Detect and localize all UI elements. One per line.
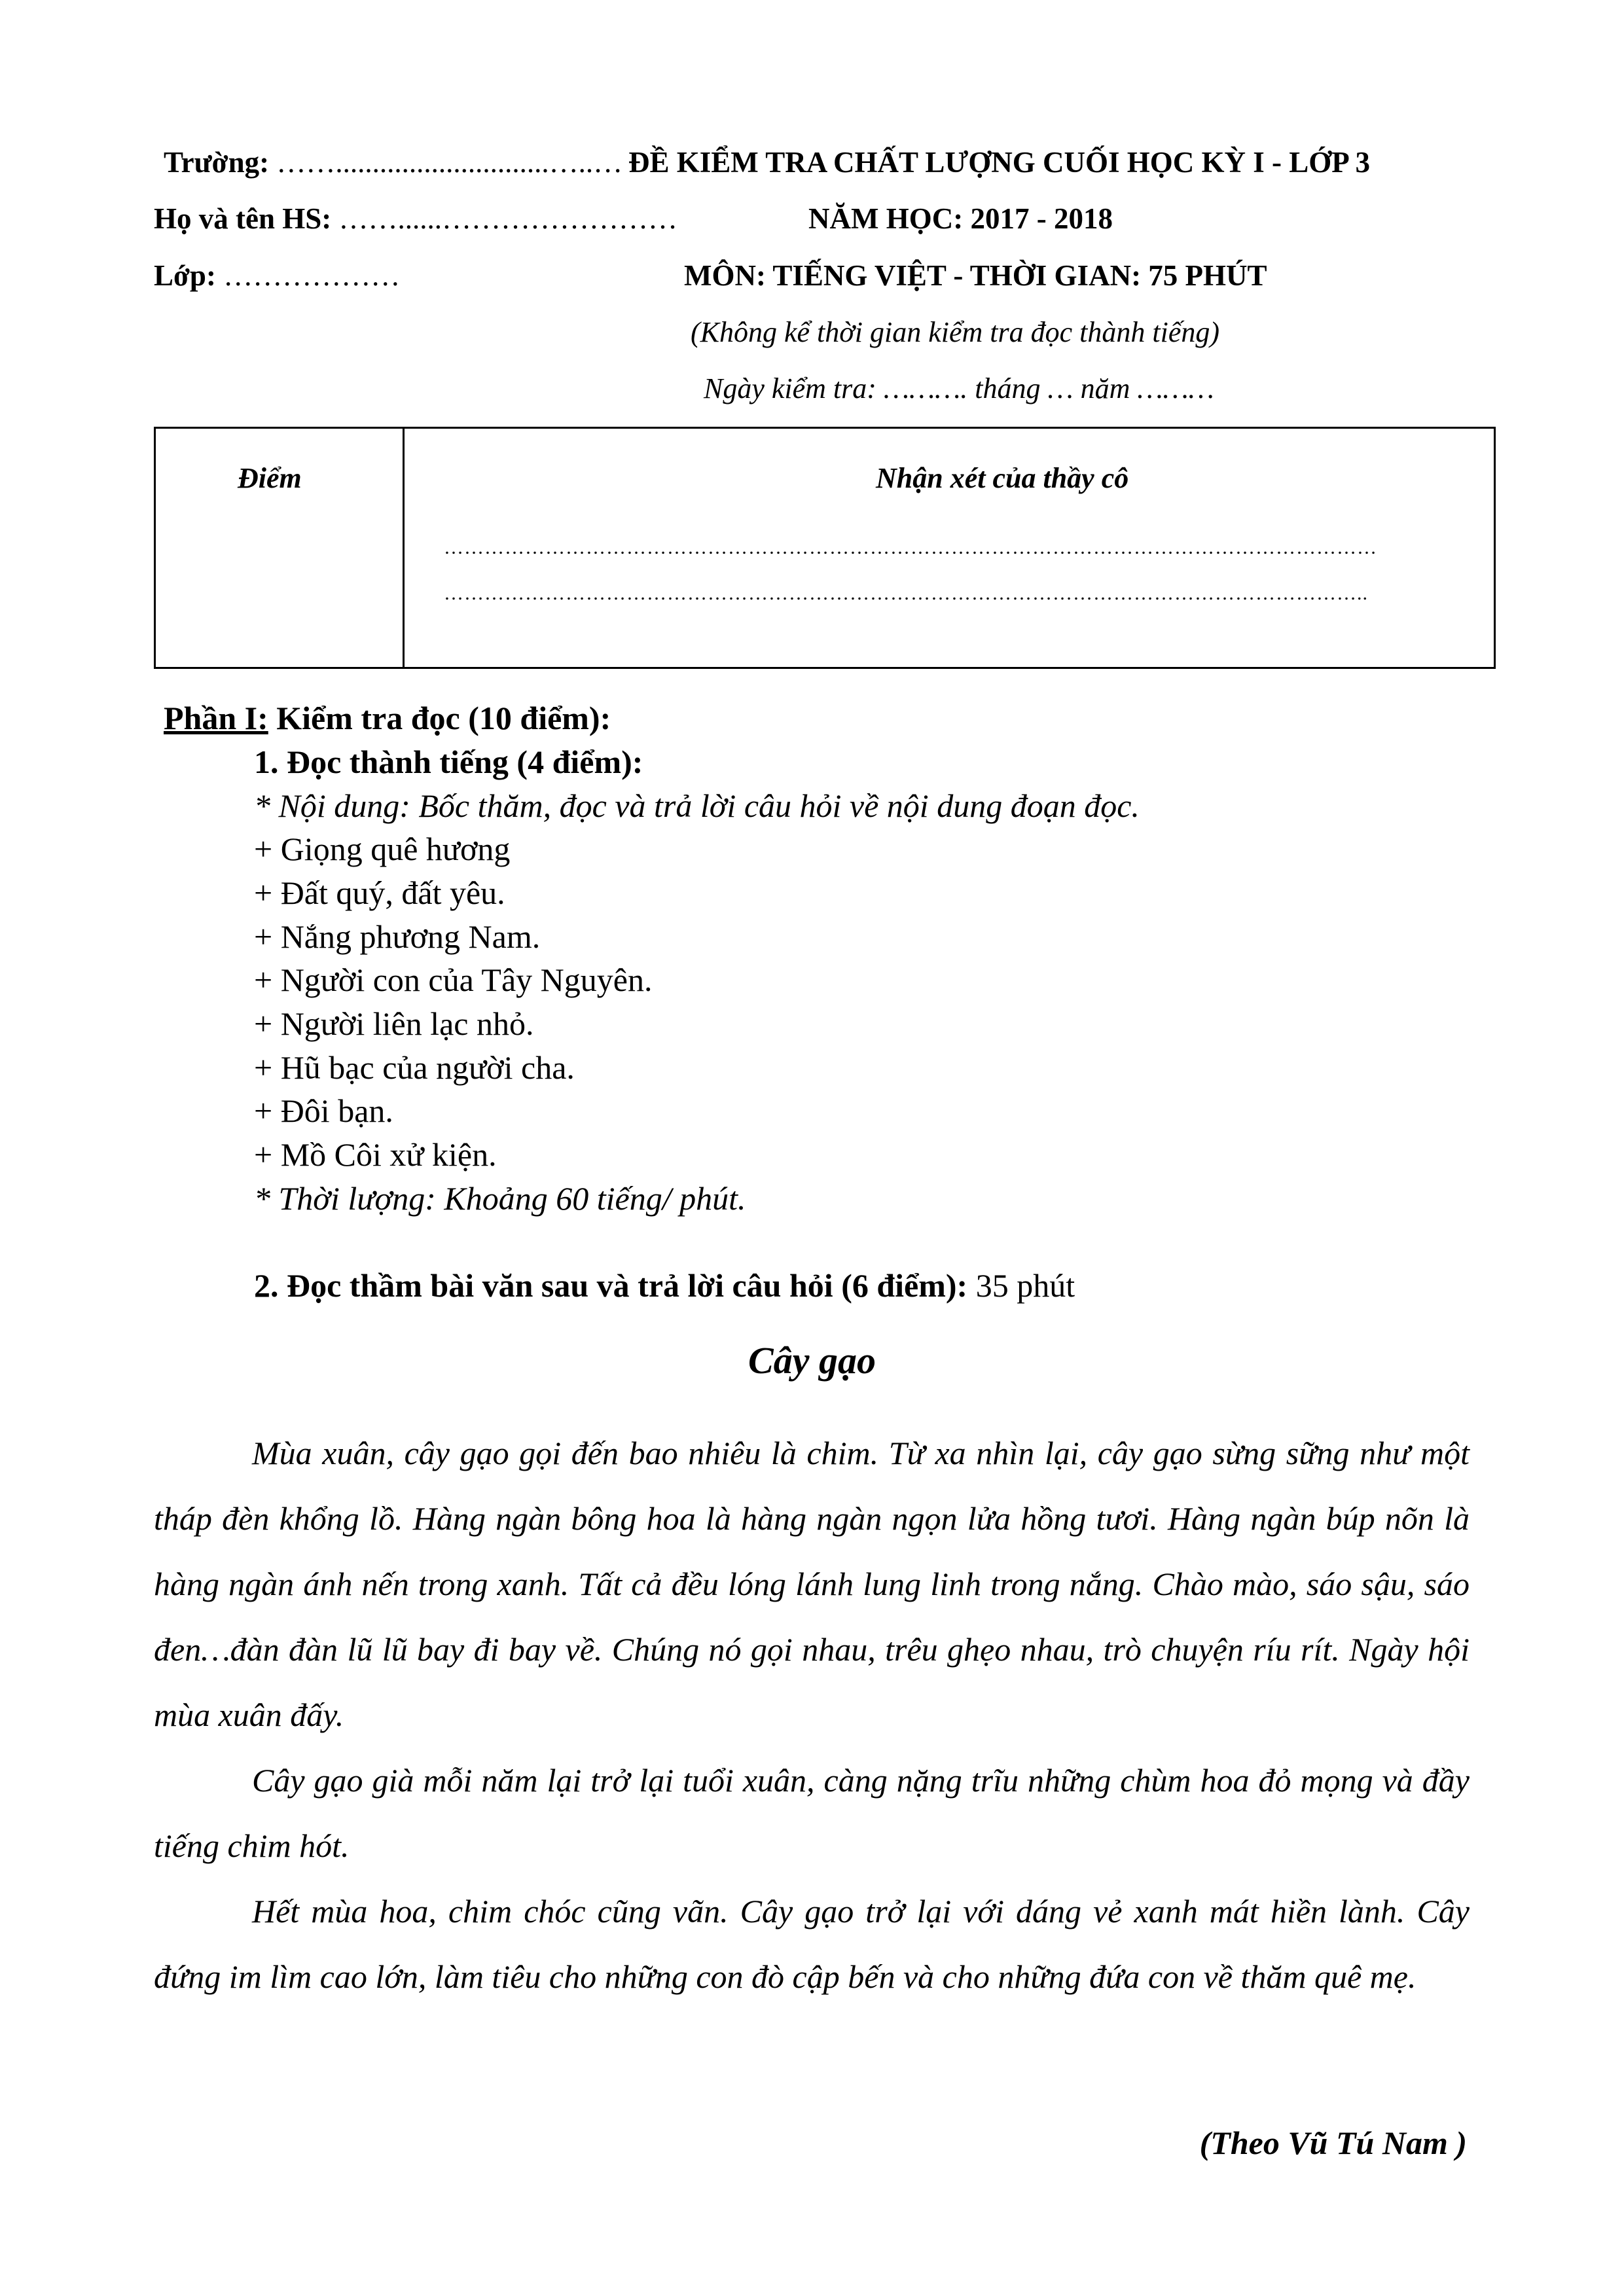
comment-line-1[interactable]: ………………………………………………………………………………………………………………………… <box>444 537 1377 558</box>
score-comment-table <box>154 427 1496 669</box>
class-line <box>154 259 400 293</box>
story-title: Cây gạo <box>748 1339 876 1382</box>
student-name-line <box>154 202 677 236</box>
silent-reading-title: 2. Đọc thầm bài văn sau và trả lời câu hỏi (6 điểm): <box>254 1267 968 1304</box>
part1-heading <box>164 699 611 737</box>
story-paragraph: Mùa xuân, cây gạo gọi đến bao nhiêu là chim. Từ xa nhìn lại, cây gạo sừng sững như một tháp đèn khổng lồ. Hàng ngàn bông hoa là hàng ngàn ngọn lửa hồng tươi. Hàng ngàn búp nõn là hàng ngàn ánh nến trong xanh. Tất cả đều lóng lánh lung linh trong nắng. Chào mào, sáo sậu, sáo đen…đàn đàn lũ lũ bay đi bay về. Chúng nó gọi nhau, trêu ghẹo nhau, trò chuyện ríu rít. Ngày hội mùa xuân đấy. <box>154 1435 1470 1733</box>
part1-title: Kiểm tra đọc (10 điểm): <box>268 700 611 736</box>
silent-reading-time: 35 phút <box>967 1267 1075 1304</box>
story-paragraph: Cây gạo già mỗi năm lại trở lại tuổi xuân, càng nặng trĩu những chùm hoa đỏ mọng và đầy tiếng chim hót. <box>154 1762 1470 1864</box>
silent-reading-heading <box>254 1266 1075 1304</box>
reading-item: + Người con của Tây Nguyên. <box>254 961 653 998</box>
reading-item: + Người liên lạc nhỏ. <box>254 1005 534 1042</box>
school-label: Trường: <box>164 146 270 179</box>
comment-line-2[interactable]: ……………………………………………………………………………………………………………………….. <box>444 583 1368 604</box>
school-line <box>164 145 623 179</box>
duration-note: * Thời lượng: Khoảng 60 tiếng/ phút. <box>254 1180 746 1217</box>
reading-item: + Đất quý, đất yêu. <box>254 874 505 911</box>
content-note: * Nội dung: Bốc thăm, đọc và trả lời câu hỏi về nội dung đoạn đọc. <box>254 787 1140 824</box>
subject-time: MÔN: TIẾNG VIỆT - THỜI GIAN: 75 PHÚT <box>684 259 1267 292</box>
exam-date-line[interactable]: Ngày kiểm tra: ………. tháng … năm ……… <box>704 372 1214 404</box>
reading-item: + Hũ bạc của người cha. <box>254 1049 575 1086</box>
story-paragraph: Hết mùa hoa, chim chóc cũng vãn. Cây gạo trở lại với dáng vẻ xanh mát hiền lành. Cây đứng im lìm cao lớn, làm tiêu cho những con đò cập bến và cho những đứa con về thăm quê mẹ. <box>154 1893 1470 1995</box>
student-name-label: Họ và tên HS: <box>154 202 332 235</box>
school-year: NĂM HỌC: 2017 - 2018 <box>808 202 1113 235</box>
class-field[interactable]: ……………… <box>223 259 401 292</box>
comment-header: Nhận xét của thầy cô <box>876 462 1129 494</box>
part1-label: Phần I: <box>164 700 268 736</box>
exam-title: ĐỀ KIỂM TRA CHẤT LƯỢNG CUỐI HỌC KỲ I - LỚP 3 <box>628 146 1371 179</box>
reading-item: + Giọng quê hương <box>254 831 511 867</box>
reading-item: + Mồ Côi xử kiện. <box>254 1136 497 1173</box>
class-label: Lớp: <box>154 259 216 292</box>
score-header: Điểm <box>238 462 302 494</box>
school-field[interactable]: …….............................…..… <box>276 146 623 179</box>
student-name-field[interactable]: ……......…………………… <box>338 202 678 235</box>
reading-aloud-title: 1. Đọc thành tiếng (4 điểm): <box>254 744 643 780</box>
exam-note: (Không kể thời gian kiểm tra đọc thành tiếng) <box>691 316 1220 348</box>
reading-item: + Nắng phương Nam. <box>254 918 541 955</box>
reading-item: + Đôi bạn. <box>254 1092 393 1129</box>
story-source: (Theo Vũ Tú Nam ) <box>1199 2125 1467 2161</box>
